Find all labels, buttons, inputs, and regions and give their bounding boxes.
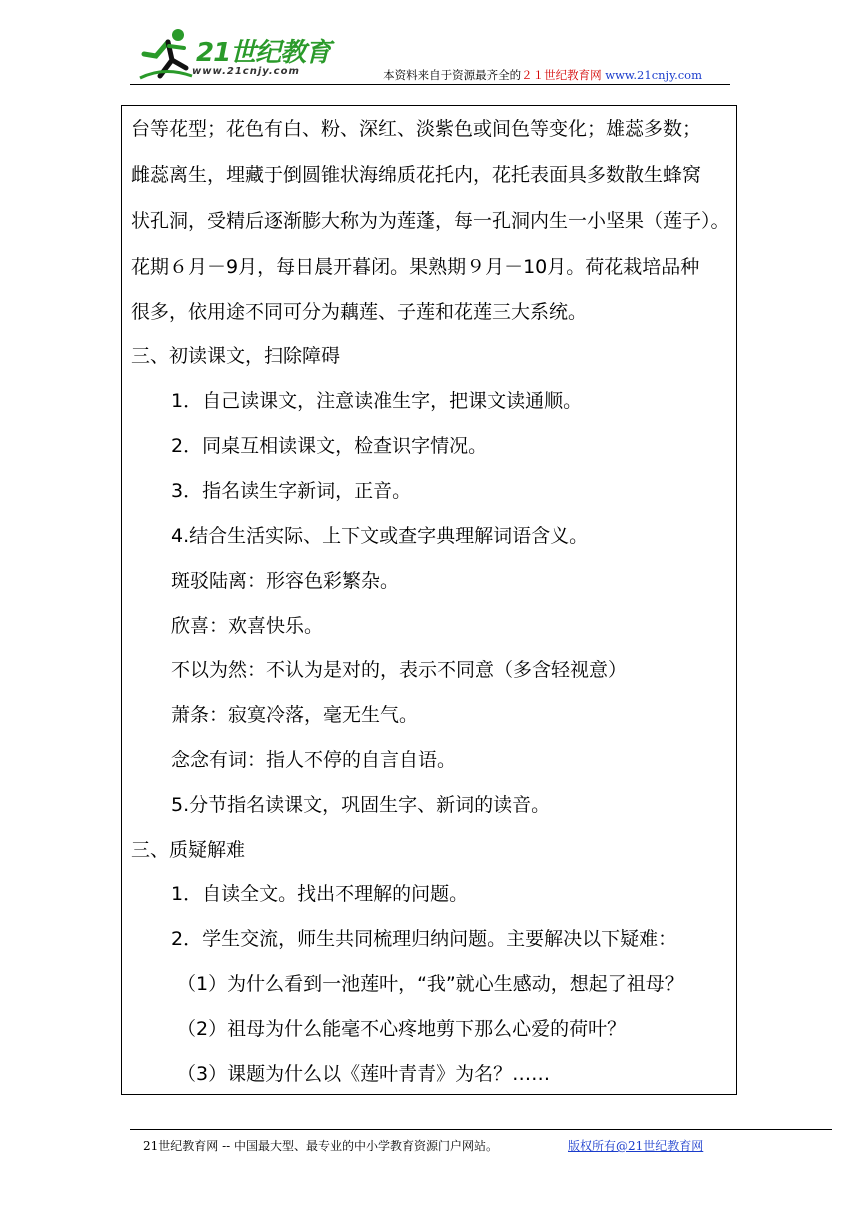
body-line: 5.分节指名读课文，巩固生字、新词的读音。	[171, 794, 551, 816]
question-item: （3）课题为什么以《莲叶青青》为名？……	[177, 1063, 551, 1085]
site-logo[interactable]	[130, 18, 360, 86]
page-header	[130, 18, 730, 88]
footer-copyright-link[interactable]: 版权所有@21世纪教育网	[568, 1139, 704, 1153]
body-line: 2．学生交流，师生共同梳理归纳问题。主要解决以下疑难：	[171, 928, 678, 950]
body-line: 雌蕊离生，埋藏于倒圆锥状海绵质花托内，花托表面具多数散生蜂窝	[131, 164, 702, 186]
tagline-prefix: 本资料来自于资源最齐全的	[383, 68, 522, 82]
runner-logo-icon	[138, 26, 194, 82]
body-line: 花期６月－9月，每日晨开暮闭。果熟期９月－10月。荷花栽培品种	[131, 256, 700, 278]
section-heading: 三、质疑解难	[131, 839, 246, 861]
body-line: 1．自读全文。找出不理解的问题。	[171, 883, 469, 905]
vocab-definition: 萧条：寂寞冷落，毫无生气。	[171, 704, 419, 726]
tagline-brand-link[interactable]: ２１世纪教育网	[521, 68, 602, 82]
body-line: 很多，依用途不同可分为藕莲、子莲和花莲三大系统。	[131, 301, 588, 323]
question-item: （1）为什么看到一池莲叶，“我”就心生感动，想起了祖母？	[177, 973, 684, 995]
section-heading: 三、初读课文，扫除障碍	[131, 345, 341, 367]
header-tagline	[383, 67, 702, 83]
vocab-definition: 念念有词：指人不停的自言自语。	[171, 749, 457, 771]
question-item: （2）祖母为什么能毫不心疼地剪下那么心爱的荷叶？	[177, 1018, 627, 1040]
vocab-definition: 不以为然：不认为是对的，表示不同意（多含轻视意）	[171, 659, 628, 681]
header-divider	[130, 84, 730, 85]
vocab-definition: 斑驳陆离：形容色彩繁杂。	[171, 570, 400, 592]
body-line: 3．指名读生字新词，正音。	[171, 480, 412, 502]
vocab-definition: 欣喜：欢喜快乐。	[171, 615, 324, 637]
tagline-url-link[interactable]: www.21cnjy.com	[605, 68, 702, 82]
footer-divider	[130, 1129, 832, 1130]
logo-url-text: www.21cnjy.com	[192, 66, 300, 77]
body-line: 台等花型；花色有白、粉、深红、淡紫色或间色等变化；雄蕊多数；	[131, 118, 702, 140]
body-line: 1．自己读课文，注意读准生字，把课文读通顺。	[171, 390, 583, 412]
body-line: 2．同桌互相读课文，检查识字情况。	[171, 435, 488, 457]
footer-text: 21世纪教育网 -- 中国最大型、最专业的中小学教育资源门户网站。	[143, 1139, 499, 1153]
body-line: 4.结合生活实际、上下文或查字典理解词语含义。	[171, 525, 589, 547]
body-line: 状孔洞，受精后逐渐膨大称为为莲蓬，每一孔洞内生一小坚果（莲子）。	[131, 210, 730, 232]
logo-brand-text: 21世纪教育	[196, 38, 331, 68]
